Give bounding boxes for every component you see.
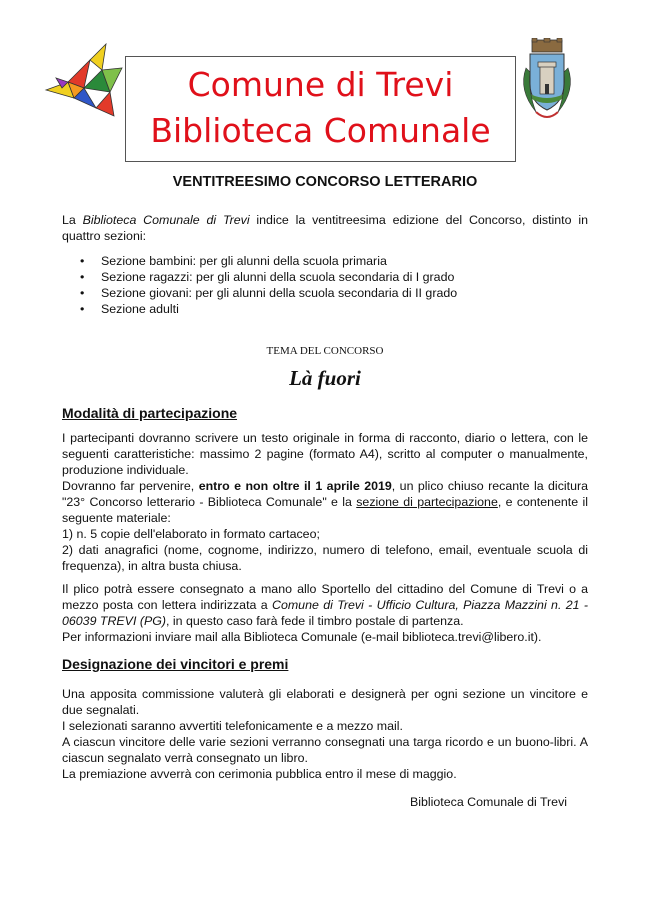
list-item: • Sezione giovani: per gli alunni della scuola secondaria di II grado [80,285,600,301]
winners-heading: Designazione dei vincitori e premi [62,656,289,672]
intro-library-name: Biblioteca Comunale di Trevi [82,213,250,227]
delivery-paragraph [62,581,588,629]
winners-p1: Una apposita commissione valuterà gli elaborati e designerà per ogni sezione un vincitore e due segnalati. [62,687,588,717]
delivery-text-a: Il plico potrà essere consegnato a mano allo Sportello del cittadino del Comune di Trevi o a mezzo posta con lettera indirizzata a [62,582,588,612]
section-underline-text: sezione di partecipazione [356,495,498,509]
participation-p2 [62,478,588,526]
title-line-2: Biblioteca Comunale [150,111,491,150]
list-item: • Sezione ragazzi: per gli alunni della scuola secondaria di I grado [80,269,600,285]
trevi-coat-of-arms-icon [516,38,578,124]
title-box [125,56,516,162]
p2-text-c: , e contenente il seguente materiale: [62,495,588,525]
sections-list [80,253,600,317]
theme-title: Là fuori [289,366,361,390]
intro-text-b: indice la ventitreesima edizione del Concorso, distinto in quattro sezioni: [62,213,588,243]
title-line-1: Comune di Trevi [187,65,454,104]
winners-p4: La premiazione avverrà con cerimonia pubblica entro il mese di maggio. [62,767,457,781]
p2-text-a: Dovranno far pervenire, [62,479,199,493]
intro-paragraph [62,212,588,244]
list-item: • Sezione bambini: per gli alunni della scuola primaria [80,253,600,269]
contest-subtitle: VENTITREESIMO CONCORSO LETTERARIO [172,174,478,190]
delivery-text-b: , in questo caso farà fede il timbro postale di partenza. [165,614,464,628]
winners-p3: A ciascun vincitore delle varie sezioni verranno consegnati una targa ricordo e un buono-libri. A ciascun segnalato verrà consegnato un libro. [62,735,588,765]
signature: Biblioteca Comunale di Trevi [410,795,568,809]
winners-text [62,686,588,782]
participation-item-1: 1) n. 5 copie dell'elaborato in formato cartaceo; [62,527,320,541]
participation-text [62,430,588,574]
winners-p2: I selezionati saranno avvertiti telefonicamente e a mezzo mail. [62,719,403,733]
participation-heading: Modalità di partecipazione [62,405,238,421]
theme-label: TEMA DEL CONCORSO [266,345,384,357]
info-line: Per informazioni inviare mail alla Biblioteca Comunale (e-mail biblioteca.trevi@libero.it). [62,630,542,644]
participation-item-2: 2) dati anagrafici (nome, cognome, indirizzo, numero di telefono, email, eventuale scuola di frequenza), in altra busta chiusa. [62,543,588,573]
p2-text-b: , un plico chiuso recante la dicitura "23° Concorso letterario - Biblioteca Comunale" e la [62,479,588,509]
delivery-text [62,581,588,645]
list-item: • Sezione adulti [80,301,600,317]
delivery-address: Comune di Trevi - Ufficio Cultura, Piazza Mazzini n. 21 - 06039 TREVI (PG) [62,598,588,628]
deadline-text: entro e non oltre il 1 aprile 2019 [198,479,392,493]
colorful-origami-bird-icon [44,42,124,120]
participation-p1: I partecipanti dovranno scrivere un testo originale in forma di racconto, diario o lettera, con le seguenti caratteristiche: massimo 2 pagine (formato A4), scritto al computer o manualmente, produzione individuale. [62,431,588,477]
intro-text-a: La [62,213,83,227]
